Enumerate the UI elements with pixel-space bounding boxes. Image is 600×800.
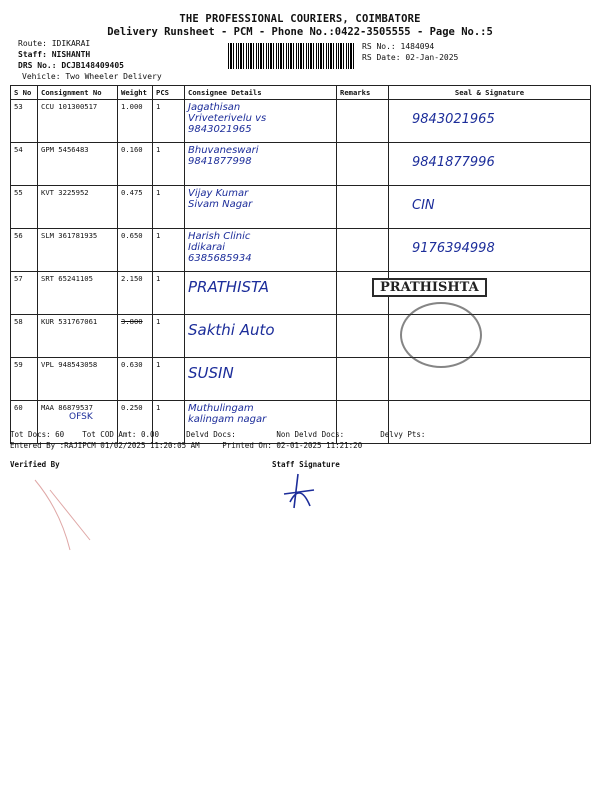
cell-consignee: [185, 272, 337, 315]
table-row: [11, 143, 591, 186]
handwritten-note: OFSK: [69, 412, 93, 422]
cell-sno-text: 56: [14, 231, 23, 240]
cell-weight: [118, 315, 153, 358]
consignee-handwriting: PRATHISTA: [188, 278, 270, 296]
cell-consignee: [185, 100, 337, 143]
cell-sno-text: 58: [14, 317, 23, 326]
cell-weight-text: 0.160: [121, 145, 143, 154]
runsheet-subtitle: Delivery Runsheet - PCM - Phone No.:0422-3505555 - Page No.:5: [107, 26, 493, 38]
company-title: THE PROFESSIONAL COURIERS, COIMBATORE: [179, 13, 421, 25]
cell-seal-signature: [389, 100, 591, 143]
cell-consignment-text: SLM 361781935: [41, 231, 98, 240]
cell-pcs: [153, 358, 185, 401]
cell-sno-text: 60: [14, 403, 23, 412]
consignee-handwriting: kalingam nagar: [188, 414, 267, 425]
round-seal: [400, 302, 482, 368]
entered-by: Entered By :RAJIPCM 01/02/2025 11:20:05 AM: [10, 441, 200, 450]
cell-sno-text: 54: [14, 145, 23, 154]
cell-sno: [11, 315, 38, 358]
cell-pcs-text: 1: [156, 360, 161, 369]
cell-weight: [118, 229, 153, 272]
meta-left: [18, 38, 162, 82]
cell-seal-signature: [389, 358, 591, 401]
cell-weight-text: 0.250: [121, 403, 143, 412]
cell-pcs-text: 1: [156, 102, 161, 111]
cell-weight: [118, 358, 153, 401]
receiver-signature: 9841877996: [412, 155, 495, 170]
consignee-handwriting: Vriveterivelu vs: [188, 113, 267, 124]
cell-consignment-text: GPM 5456483: [41, 145, 89, 154]
rs-date: RS Date: 02-Jan-2025: [362, 53, 459, 62]
consignee-handwriting: Vijay Kumar: [188, 188, 249, 199]
cell-remarks: [337, 143, 389, 186]
vehicle-label: Vehicle: Two Wheeler Delivery: [22, 72, 162, 81]
rs-number: RS No.: 1484094: [362, 42, 435, 51]
cell-pcs: [153, 186, 185, 229]
cell-sno: [11, 229, 38, 272]
table-row: [11, 272, 591, 315]
consignee-handwriting: 6385685934: [188, 253, 252, 264]
cell-weight: [118, 100, 153, 143]
col-seal: Seal & Signature: [389, 86, 591, 100]
delvd-docs: Delvd Docs:: [186, 430, 236, 439]
cell-pcs-text: 1: [156, 274, 161, 283]
verified-by-scribble: [30, 470, 110, 560]
non-delvd-docs: Non Delvd Docs:: [276, 430, 345, 439]
cell-pcs-text: 1: [156, 188, 161, 197]
consignee-handwriting: Muthulingam: [188, 403, 254, 414]
tot-docs: Tot Docs: 60: [10, 430, 65, 439]
col-weight: Weight: [118, 86, 153, 100]
tot-cod: Tot COD Amt: 0.00: [82, 430, 160, 439]
cell-weight-text: 0.475: [121, 188, 143, 197]
consignee-handwriting: SUSIN: [188, 364, 234, 382]
col-remarks: Remarks: [337, 86, 389, 100]
cell-consignee: [185, 143, 337, 186]
cell-remarks: [337, 315, 389, 358]
cell-weight-text: 1.000: [121, 102, 143, 111]
cell-consignee: [185, 186, 337, 229]
cell-consignment-text: KUR 531767061: [41, 317, 98, 326]
company-stamp: PRATHISHTA: [372, 278, 487, 297]
receiver-signature: 9843021965: [412, 112, 495, 127]
drs-label: DRS No.: DCJB148409405: [18, 61, 124, 70]
cell-sno: [11, 272, 38, 315]
cell-seal-signature: [389, 186, 591, 229]
cell-weight: [118, 143, 153, 186]
route-label: Route: IDIKARAI: [18, 39, 91, 48]
meta-right: [362, 41, 458, 63]
cell-sno-text: 59: [14, 360, 23, 369]
col-pcs: PCS: [153, 86, 185, 100]
cell-remarks: [337, 100, 389, 143]
table-row: [11, 100, 591, 143]
cell-pcs: [153, 315, 185, 358]
cell-consignee: [185, 229, 337, 272]
cell-weight-text: 0.650: [121, 231, 143, 240]
verified-by-label: Verified By: [10, 460, 60, 469]
cell-pcs: [153, 100, 185, 143]
consignee-handwriting: Sakthi Auto: [188, 321, 275, 339]
staff-label: Staff: NISHANTH: [18, 50, 91, 59]
consignee-handwriting: Sivam Nagar: [188, 199, 253, 210]
cell-consignment-text: KVT 3225952: [41, 188, 89, 197]
consignee-handwriting: Jagathisan: [188, 102, 241, 113]
cell-consignment: [38, 100, 118, 143]
cell-remarks: [337, 186, 389, 229]
printed-on: Printed On: 02-01-2025 11:21:20: [222, 441, 363, 450]
cell-consignment-text: CCU 101300517: [41, 102, 98, 111]
receiver-signature: CIN: [412, 198, 435, 213]
col-consignment: Consignment No: [38, 86, 118, 100]
cell-sno-text: 53: [14, 102, 23, 111]
cell-consignment: [38, 358, 118, 401]
cell-consignment-text: VPL 948543058: [41, 360, 98, 369]
cell-weight: [118, 186, 153, 229]
cell-sno: [11, 143, 38, 186]
cell-pcs-text: 1: [156, 317, 161, 326]
cell-sno: [11, 186, 38, 229]
table-row: [11, 186, 591, 229]
cell-pcs-text: 1: [156, 403, 161, 412]
cell-consignment: [38, 143, 118, 186]
cell-sno-text: 57: [14, 274, 23, 283]
staff-signature-scribble: [280, 472, 320, 512]
cell-sno: [11, 100, 38, 143]
staff-signature-label: Staff Signature: [272, 460, 340, 469]
cell-weight-text: 0.630: [121, 360, 143, 369]
cell-consignment-text: MAA 86879537: [41, 403, 93, 412]
consignee-handwriting: 9843021965: [188, 124, 252, 135]
consignee-handwriting: Harish Clinic: [188, 231, 251, 242]
cell-consignment: [38, 272, 118, 315]
cell-sno: [11, 358, 38, 401]
barcode-image: [228, 43, 356, 69]
cell-pcs-text: 1: [156, 231, 161, 240]
cell-consignment: [38, 229, 118, 272]
col-consignee: Consignee Details: [185, 86, 337, 100]
table-header-row: [11, 86, 591, 100]
table-row: [11, 315, 591, 358]
cell-consignee: [185, 315, 337, 358]
cell-consignment: [38, 186, 118, 229]
cell-pcs-text: 1: [156, 145, 161, 154]
consignee-handwriting: 9841877998: [188, 156, 252, 167]
cell-seal-signature: [389, 143, 591, 186]
cell-weight-text: 2.150: [121, 274, 143, 283]
col-sno: S No: [11, 86, 38, 100]
table-row: [11, 229, 591, 272]
cell-remarks: [337, 229, 389, 272]
cell-weight-text: 3.800: [121, 317, 143, 326]
footer-line-1: [10, 430, 425, 439]
delvy-pts: Delvy Pts:: [380, 430, 426, 439]
consignee-handwriting: Bhuvaneswari: [188, 145, 259, 156]
footer-line-2: [10, 441, 362, 450]
cell-consignment-text: SRT 65241105: [41, 274, 93, 283]
cell-pcs: [153, 272, 185, 315]
cell-sno-text: 55: [14, 188, 23, 197]
cell-consignee: [185, 358, 337, 401]
cell-pcs: [153, 143, 185, 186]
receiver-signature: 9176394998: [412, 241, 495, 256]
runsheet-table: [10, 85, 591, 444]
consignee-handwriting: Idikarai: [188, 242, 226, 253]
cell-pcs: [153, 229, 185, 272]
cell-weight: [118, 272, 153, 315]
cell-remarks: [337, 358, 389, 401]
cell-consignment: [38, 315, 118, 358]
table-row: [11, 358, 591, 401]
cell-seal-signature: [389, 229, 591, 272]
